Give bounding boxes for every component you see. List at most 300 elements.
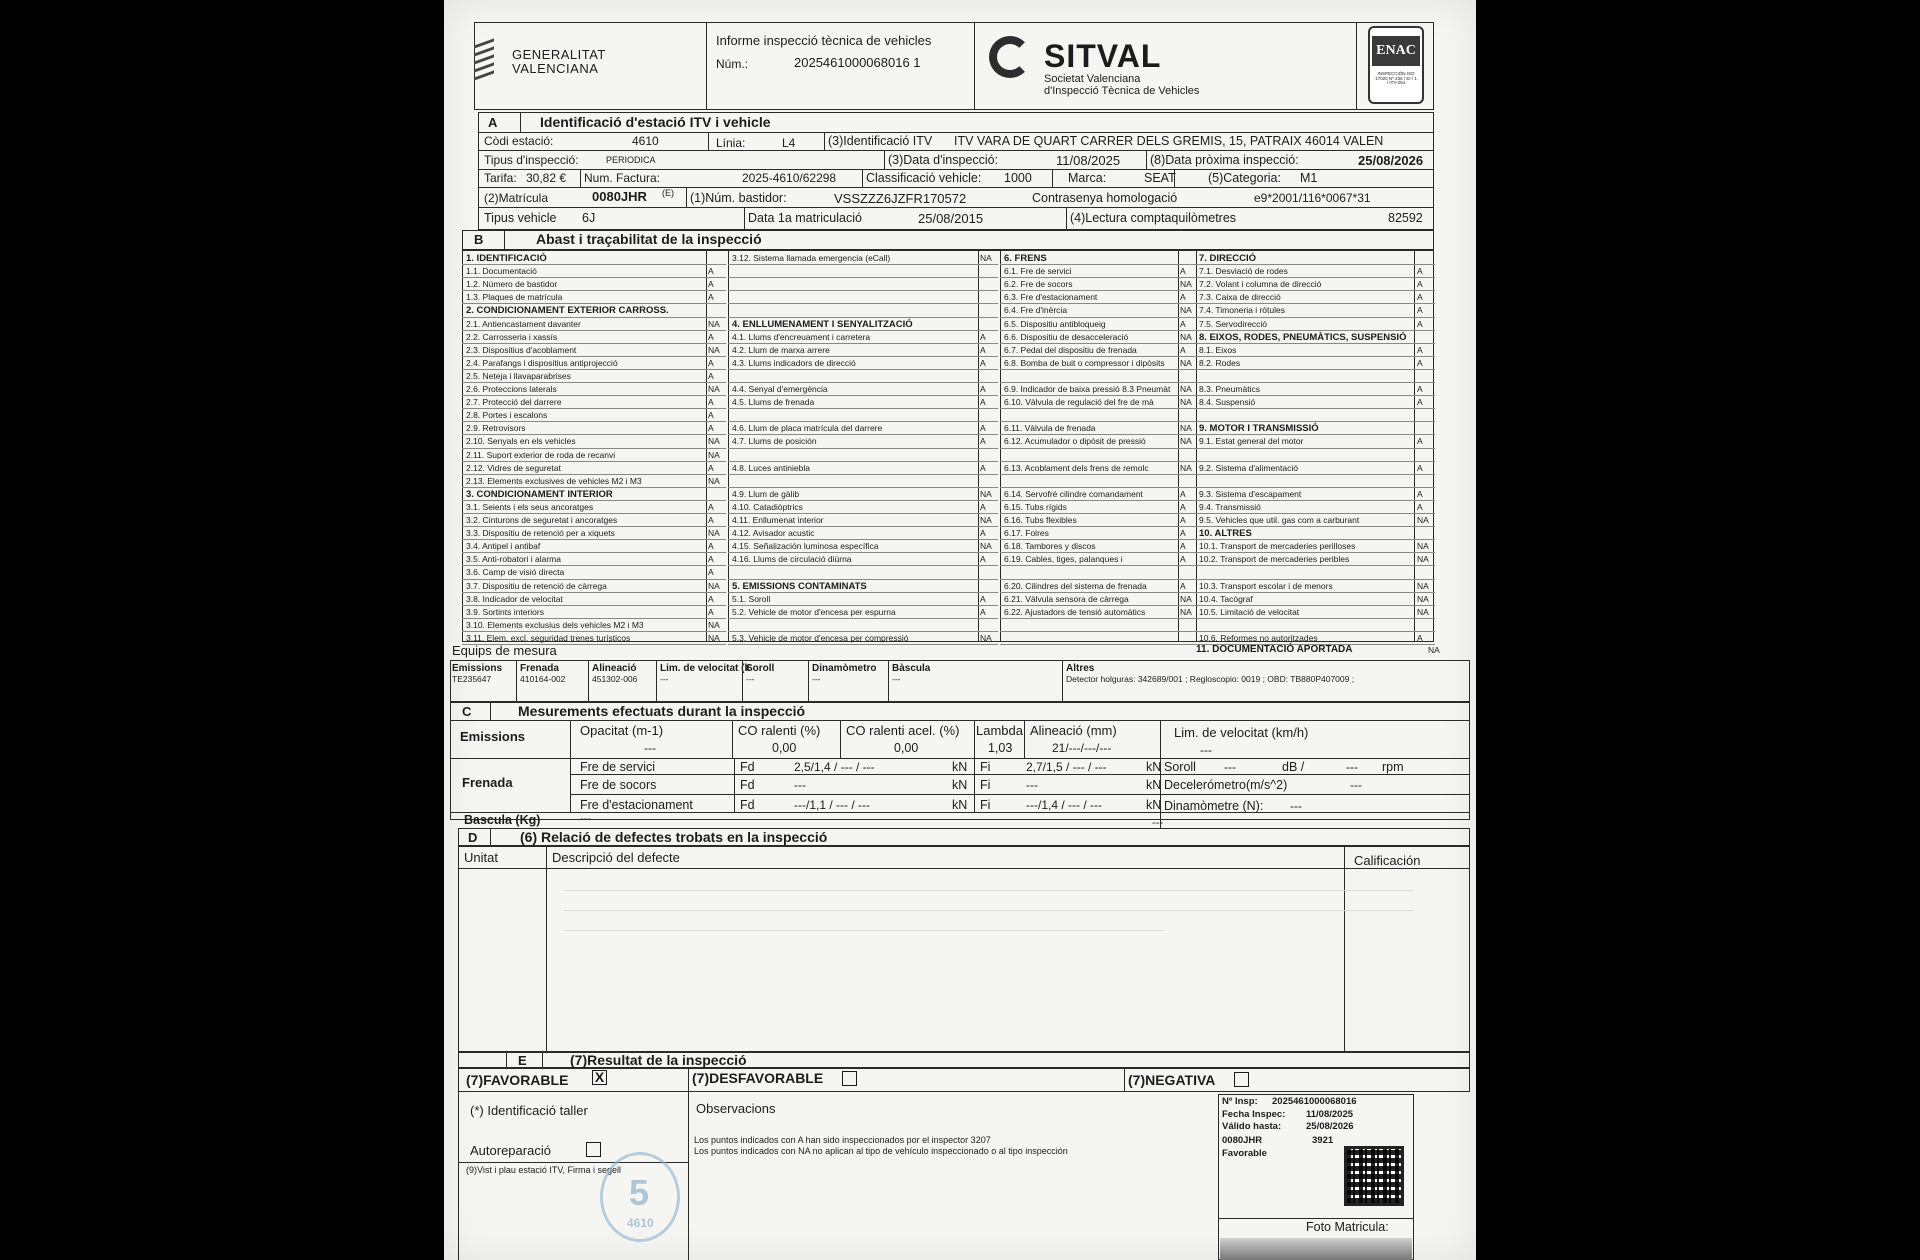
checklist-item-result: A bbox=[980, 462, 986, 473]
equipment-divider bbox=[516, 660, 517, 702]
checklist-row-line bbox=[462, 434, 726, 435]
equipment-divider bbox=[588, 660, 589, 702]
section-b-title: Abast i traçabilitat de la inspecció bbox=[536, 231, 762, 247]
sitval-subtitle-2: d'Inspecció Tècnica de Vehicles bbox=[1044, 85, 1200, 97]
speed-limit-label: Lim. de velocitat (km/h) bbox=[1174, 725, 1309, 740]
sticker-date-label: Fecha Inspec: bbox=[1222, 1109, 1286, 1120]
brake-fd-unit: kN bbox=[952, 760, 968, 774]
checklist-item-label: 6.10. Vàlvula de regulació del fre de mà bbox=[1004, 397, 1154, 408]
section-b-letter: B bbox=[474, 232, 484, 247]
checklist-row-line bbox=[1000, 474, 1198, 475]
checklist-item-result: A bbox=[708, 279, 714, 290]
equipment-divider bbox=[656, 660, 657, 702]
generalitat-name-line1: GENERALITAT bbox=[512, 47, 606, 62]
checklist-row-line bbox=[728, 277, 998, 278]
checklist-row-line bbox=[462, 618, 726, 619]
checklist-row-line bbox=[728, 395, 998, 396]
noise-db: --- bbox=[1224, 760, 1236, 774]
brake-fi-unit: kN bbox=[1146, 798, 1162, 812]
checklist-row-line bbox=[728, 552, 998, 553]
checklist-row-line bbox=[728, 500, 998, 501]
checklist-row-line bbox=[728, 605, 998, 606]
checklist-item-label: 6.3. Fre d'estacionament bbox=[1004, 292, 1098, 303]
fee-label: Tarifa: bbox=[484, 171, 517, 185]
checklist-item-label: 7.2. Volant i columna de direcció bbox=[1199, 279, 1322, 290]
checklist-row-line bbox=[728, 513, 998, 514]
registration-date-label: Data 1a matriculació bbox=[748, 211, 862, 225]
other-equipment-label: Altres bbox=[1066, 663, 1095, 674]
brake-type-label: Fre d'estacionament bbox=[580, 798, 693, 812]
brake-fi-value: ---/1,4 / --- / --- bbox=[1026, 798, 1102, 812]
checklist-row-line bbox=[1195, 513, 1435, 514]
checklist-item-result: A bbox=[1417, 318, 1423, 329]
checklist-item-label: 4.11. Enllumenat interior bbox=[732, 515, 824, 525]
checklist-item-result: A bbox=[980, 501, 986, 512]
itv-label: (3)Identificació ITV bbox=[828, 134, 933, 148]
checklist-item-result: A bbox=[1180, 266, 1186, 277]
checklist-item-label: 6.14. Servofré cilindre comandament bbox=[1004, 488, 1143, 499]
checklist-item-result: NA bbox=[1180, 384, 1192, 394]
signature-label: (9)Vist i plau estació ITV, Firma i segell bbox=[466, 1165, 622, 1175]
checklist-row-line bbox=[1000, 552, 1198, 553]
category: M1 bbox=[1300, 171, 1318, 185]
checklist-item-result: A bbox=[708, 515, 714, 525]
checklist-row-line bbox=[1195, 343, 1435, 344]
checklist-item-label: 5.3. Vehicle de motor d'encesa per compressió bbox=[732, 632, 909, 643]
checklist-item-label: 1.1. Documentació bbox=[466, 266, 537, 277]
checklist-item-result: A bbox=[1417, 279, 1423, 290]
checklist-row-line bbox=[1195, 264, 1435, 265]
sticker-date: 11/08/2025 bbox=[1306, 1109, 1354, 1120]
checklist-row-line bbox=[728, 382, 998, 383]
sitval-logo-icon bbox=[989, 36, 1031, 78]
next-inspection-date: 25/08/2026 bbox=[1358, 153, 1424, 168]
checklist-item-label: 2.4. Parafangs i dispositius antiprojecció bbox=[466, 357, 618, 368]
checklist-item-label: 6.20. Cilindres del sistema de frenada bbox=[1004, 580, 1147, 591]
checklist-item-label: 2.9. Retrovisors bbox=[466, 423, 526, 434]
equipment-id: 451302-006 bbox=[592, 674, 638, 684]
checklist-row-line bbox=[728, 356, 998, 357]
equipment-id: --- bbox=[812, 674, 821, 684]
emissions-label: Emissions bbox=[460, 729, 526, 744]
checklist-row-line bbox=[1000, 421, 1198, 422]
checklist-item-label: 4.8. Luces antiniebla bbox=[732, 462, 810, 473]
checklist-row-line bbox=[1195, 618, 1435, 619]
checklist-row-line bbox=[1195, 448, 1435, 449]
checklist-section-heading: 9. MOTOR I TRANSMISSIÓ bbox=[1199, 423, 1319, 435]
checklist-item-label: 3.8. Indicador de velocitat bbox=[466, 593, 563, 604]
checklist-item-label: 3.5. Anti-robatori i alarma bbox=[466, 554, 561, 565]
checklist-row-line bbox=[1195, 290, 1435, 291]
sticker-valid-date: 25/08/2026 bbox=[1306, 1121, 1354, 1132]
checklist-item-result: NA bbox=[1180, 305, 1192, 316]
odometer-label: (4)Lectura comptaquilòmetres bbox=[1070, 211, 1237, 225]
checklist-item-label: 6.22. Ajustadors de tensió automàtics bbox=[1004, 606, 1146, 617]
checklist-item-label: 3.4. Antipel i antibaf bbox=[466, 541, 541, 552]
checklist-row-line bbox=[1000, 448, 1198, 449]
checklist-row-line bbox=[1000, 526, 1198, 527]
checklist-item-result: A bbox=[980, 384, 986, 394]
checklist-row-line bbox=[462, 369, 726, 370]
checklist-row-line bbox=[462, 644, 726, 645]
checklist-item-label: 3.10. Elements exclusius dels vehicles M2 i M3 bbox=[466, 619, 644, 630]
checklist-item-result: A bbox=[708, 410, 714, 421]
sticker-valid-label: Válido hasta: bbox=[1222, 1121, 1282, 1132]
report-title: Informe inspecció tècnica de vehicles bbox=[716, 33, 932, 48]
checklist-item-label: 2.3. Dispositius d'acoblament bbox=[466, 344, 577, 355]
checklist-item-label: 7.4. Timoneria i ròtules bbox=[1199, 305, 1285, 316]
station-code-label: Còdi estació: bbox=[484, 134, 554, 148]
checklist-item-result: NA bbox=[1180, 462, 1192, 473]
checklist-row-line bbox=[728, 618, 998, 619]
checklist-row-line bbox=[1000, 317, 1198, 318]
equipment-id: --- bbox=[746, 674, 755, 684]
checklist-row-line bbox=[1000, 500, 1198, 501]
checklist-item-result: NA bbox=[708, 619, 720, 630]
description-column-header: Descripció del defecte bbox=[552, 850, 680, 865]
checklist-row-line bbox=[462, 579, 726, 580]
checklist-item-result: A bbox=[980, 528, 986, 539]
plate-photo-label: Foto Matricula: bbox=[1306, 1220, 1389, 1234]
checklist-row-line bbox=[1195, 565, 1435, 566]
dynamometer-label: Dinamòmetre (N): bbox=[1164, 799, 1264, 813]
brake-type-label: Fre de socors bbox=[580, 778, 657, 792]
checklist-item-label: 4.4. Senyal d'emergència bbox=[732, 384, 828, 394]
checklist-row-line bbox=[1195, 579, 1435, 580]
checklist-item-result: NA bbox=[1180, 397, 1192, 408]
checklist-item-result: A bbox=[708, 606, 714, 617]
checklist-row-line bbox=[1000, 382, 1198, 383]
checklist-item-result: A bbox=[1417, 357, 1423, 368]
checklist-item-result: A bbox=[1180, 344, 1186, 355]
checklist-item-result: A bbox=[1417, 305, 1423, 316]
checklist-item-label: 2.1. Antiencastament davanter bbox=[466, 318, 581, 329]
checklist-item-label: 9.2. Sistema d'alimentació bbox=[1199, 462, 1298, 473]
favorable-label: (7)FAVORABLE bbox=[466, 1072, 569, 1088]
fee: 30,82 € bbox=[526, 171, 567, 185]
checklist-item-label: 6.12. Acumulador o dipòsit de pressió bbox=[1004, 436, 1146, 447]
scale-label: Bascula (Kg) bbox=[464, 813, 541, 827]
checklist-item-result: A bbox=[1180, 554, 1186, 565]
checklist-row-line bbox=[462, 461, 726, 462]
checklist-row-line bbox=[728, 343, 998, 344]
checklist-item-label: 4.15. Señalización luminosa específica bbox=[732, 541, 879, 552]
checklist-item-result: A bbox=[980, 606, 986, 617]
checklist-row-line bbox=[1000, 592, 1198, 593]
checklist-item-label: 9.5. Vehicles que util. gas com a carburant bbox=[1199, 515, 1360, 525]
checklist-row-line bbox=[462, 526, 726, 527]
checklist-item-label: 9.3. Sistema d'escapament bbox=[1199, 488, 1302, 499]
checklist-item-label: 2.11. Suport exterior de roda de recanvi bbox=[466, 449, 616, 460]
invoice-label: Num. Factura: bbox=[584, 171, 661, 185]
report-number-label: Núm.: bbox=[716, 57, 749, 71]
checklist-item-result: NA bbox=[1417, 606, 1429, 617]
unfavorable-checkbox[interactable] bbox=[842, 1071, 857, 1086]
lambda-label: Lambda bbox=[976, 723, 1023, 738]
checklist-row-line bbox=[462, 513, 726, 514]
section-c-letter: C bbox=[462, 704, 472, 719]
equipment-name: Emissions bbox=[452, 663, 503, 674]
sticker-plate: 0080JHR bbox=[1222, 1135, 1263, 1146]
checklist-row-line bbox=[1000, 487, 1198, 488]
homologation-label: Contrasenya homologació bbox=[1032, 191, 1178, 205]
checklist-item-label: 4.12. Avisador acustic bbox=[732, 528, 815, 539]
checklist-item-label: 3.1. Seients i els seus ancoratges bbox=[466, 501, 594, 512]
brake-fi-label: Fi bbox=[980, 778, 991, 792]
checklist-section-heading: 7. DIRECCIÓ bbox=[1199, 253, 1257, 264]
checklist-row-line bbox=[728, 369, 998, 370]
checklist-item-label: 3.7. Dispositiu de retenció de càrrega bbox=[466, 580, 607, 591]
section-c-title: Mesurements efectuats durant la inspecció bbox=[518, 703, 806, 719]
checklist-item-label: 2.7. Protecció del darrere bbox=[466, 397, 562, 408]
sitval-name: SITVAL bbox=[1044, 38, 1162, 74]
checklist-row-line bbox=[462, 487, 726, 488]
checklist-item-result: NA bbox=[708, 528, 720, 539]
co-accel-label: CO ralenti acel. (%) bbox=[846, 723, 960, 738]
checklist-row-line bbox=[1195, 592, 1435, 593]
checklist-item-label: 6.19. Cables, tiges, palanques i bbox=[1004, 554, 1123, 565]
vin-label: (1)Núm. bastidor: bbox=[690, 191, 787, 205]
workshop-label: (*) Identificació taller bbox=[470, 1103, 588, 1118]
checklist-row-line bbox=[1195, 434, 1435, 435]
braking-label: Frenada bbox=[462, 775, 513, 790]
checklist-row-line bbox=[462, 382, 726, 383]
checklist-row-line bbox=[462, 303, 726, 304]
checklist-item-label: 8.2. Rodes bbox=[1199, 357, 1241, 368]
checklist-item-label: 6.13. Acoblament dels frens de remolc bbox=[1004, 462, 1149, 473]
checklist-item-label: 7.1. Desviació de rodes bbox=[1199, 266, 1288, 277]
checklist-row-line bbox=[462, 539, 726, 540]
plate-number: 0080JHR bbox=[592, 189, 647, 204]
checklist-row-line bbox=[1195, 644, 1435, 645]
brake-fi-unit: kN bbox=[1146, 760, 1162, 774]
enac-label: ENAC bbox=[1372, 36, 1420, 66]
lambda: 1,03 bbox=[988, 741, 1013, 755]
checklist-row-line bbox=[1195, 526, 1435, 527]
checklist-item-result: A bbox=[1417, 501, 1423, 512]
checklist-item-result: A bbox=[980, 331, 986, 342]
checklist-item-result: NA bbox=[708, 318, 720, 329]
scale-value: --- bbox=[580, 813, 591, 825]
checklist-item-label: 2.2. Carrosseria i xassís bbox=[466, 331, 558, 342]
checklist-row-line bbox=[728, 579, 998, 580]
inspection-date: 11/08/2025 bbox=[1056, 153, 1121, 168]
documentation-value: NA bbox=[1428, 645, 1440, 655]
checklist-item-result: A bbox=[708, 397, 714, 408]
checklist-row-line bbox=[462, 565, 726, 566]
brand-label: Marca: bbox=[1068, 171, 1107, 185]
checklist-row-line bbox=[728, 592, 998, 593]
checklist-item-label: 2.8. Portes i escalons bbox=[466, 410, 548, 421]
checklist-row-line bbox=[1195, 631, 1435, 632]
rating-column-header: Calificación bbox=[1354, 853, 1421, 868]
sticker-number-label: Nº Insp: bbox=[1222, 1096, 1258, 1107]
checklist-item-result: A bbox=[708, 370, 714, 381]
checklist-section-heading: 2. CONDICIONAMENT EXTERIOR CARROSS. bbox=[466, 305, 669, 317]
checklist-item-label: 6.4. Fre d'inèrcia bbox=[1004, 305, 1068, 316]
checklist-row-line bbox=[462, 552, 726, 553]
equipment-name: Frenada bbox=[520, 663, 559, 674]
checklist-item-result: A bbox=[1417, 436, 1423, 447]
checklist-row-line bbox=[728, 408, 998, 409]
checklist-item-result: A bbox=[708, 501, 714, 512]
negative-checkbox[interactable] bbox=[1234, 1072, 1249, 1087]
noise-label: Soroll bbox=[1164, 760, 1196, 774]
checklist-item-label: 10.4. Tacògraf bbox=[1199, 593, 1253, 604]
section-e-letter: E bbox=[518, 1053, 527, 1068]
checklist-row-line bbox=[462, 356, 726, 357]
checklist-row-line bbox=[728, 303, 998, 304]
homologation: e9*2001/116*0067*31 bbox=[1254, 191, 1371, 205]
checklist-item-label: 4.9. Llum de gàlib bbox=[732, 488, 800, 499]
checklist-item-result: A bbox=[1417, 384, 1423, 394]
checklist-item-label: 2.5. Neteja i llavaparabrises bbox=[466, 370, 571, 381]
checklist-item-result: A bbox=[1417, 266, 1423, 277]
checklist-row-line bbox=[1195, 500, 1435, 501]
checklist-item-label: 7.3. Caixa de direcció bbox=[1199, 292, 1281, 303]
checklist-item-result: NA bbox=[980, 632, 992, 643]
checklist-row-line bbox=[462, 290, 726, 291]
checklist-row-line bbox=[1000, 644, 1198, 645]
checklist-item-result: A bbox=[1180, 580, 1186, 591]
checklist-item-label: 8.4. Suspensió bbox=[1199, 397, 1256, 408]
checklist-section-heading: 4. ENLLUMENAMENT I SENYALITZACIÓ bbox=[732, 318, 913, 330]
checklist-item-result: A bbox=[708, 266, 714, 277]
checklist-item-result: NA bbox=[708, 632, 720, 643]
generalitat-logo-icon bbox=[474, 38, 494, 84]
checklist-row-line bbox=[1000, 369, 1198, 370]
line-label: Línia: bbox=[716, 136, 746, 150]
observations-label: Observacions bbox=[696, 1101, 776, 1116]
checklist-row-line bbox=[1000, 434, 1198, 435]
checklist-item-label: 6.15. Tubs rígids bbox=[1004, 501, 1067, 512]
checklist-item-result: A bbox=[1180, 488, 1186, 499]
checklist-item-label: 3.2. Cinturons de seguretat i ancoratges bbox=[466, 515, 618, 525]
checklist-row-line bbox=[1000, 395, 1198, 396]
equipment-divider bbox=[742, 660, 743, 702]
checklist-item-label: 2.13. Elements exclusives de vehicles M2 i M3 bbox=[466, 475, 642, 486]
checklist-item-label: 6.17. Folres bbox=[1004, 528, 1049, 539]
brake-fd-label: Fd bbox=[740, 798, 755, 812]
checklist-item-result: A bbox=[1180, 515, 1186, 525]
brake-fi-unit: kN bbox=[1146, 778, 1162, 792]
self-repair-checkbox[interactable] bbox=[586, 1142, 601, 1157]
checklist-row-line bbox=[1000, 565, 1198, 566]
checklist-item-result: A bbox=[1180, 318, 1186, 329]
equipment-id: --- bbox=[660, 674, 669, 684]
checklist-row-line bbox=[1000, 513, 1198, 514]
checklist-row-line bbox=[462, 605, 726, 606]
checklist-item-result: NA bbox=[1417, 580, 1429, 591]
checklist-row-line bbox=[1195, 330, 1435, 331]
equipment-id: --- bbox=[892, 674, 901, 684]
checklist-item-label: 4.16. Llums de circulació diürna bbox=[732, 554, 852, 565]
header-box bbox=[474, 22, 1434, 110]
checklist-item-label: 2.12. Vidres de seguretat bbox=[466, 462, 561, 473]
section-a-title: Identificació d'estació ITV i vehicle bbox=[540, 114, 771, 130]
unit-column-header: Unitat bbox=[464, 850, 498, 865]
equipment-name: Alineació bbox=[592, 663, 637, 674]
checklist-item-result: NA bbox=[708, 475, 720, 486]
brake-fd-label: Fd bbox=[740, 760, 755, 774]
checklist-row-line bbox=[1195, 539, 1435, 540]
vehicle-type: 6J bbox=[582, 211, 596, 225]
brake-type-label: Fre de servici bbox=[580, 760, 656, 774]
checklist-item-label: 3.11. Elem. excl. seguridad trenes turísticos bbox=[466, 632, 631, 643]
checklist-item-label: 6.2. Fre de socors bbox=[1004, 279, 1073, 290]
opacity-label: Opacitat (m-1) bbox=[580, 723, 664, 738]
checklist-item-label: 10.3. Transport escolar i de menors bbox=[1199, 580, 1333, 591]
other-equipment: Detector holguras: 342689/001 ; Regloscopio: 0019 ; OBD: TB880P407009 ; bbox=[1066, 674, 1355, 684]
checklist-item-label: 10.2. Transport de mercaderies peribles bbox=[1199, 554, 1350, 565]
brake-fd-value: ---/1,1 / --- / --- bbox=[794, 798, 870, 812]
checklist-row-line bbox=[1195, 408, 1435, 409]
checklist-row-line bbox=[462, 592, 726, 593]
equipment-name: Bàscula bbox=[892, 663, 931, 674]
stamp-number: 5 bbox=[629, 1172, 650, 1213]
checklist-item-label: 4.3. Llums indicadors de direcció bbox=[732, 357, 856, 368]
checklist-item-label: 6.9. Indicador de baixa pressió 8.3 Pneumàt bbox=[1004, 384, 1171, 394]
checklist-item-label: 6.5. Dispositiu antibloqueig bbox=[1004, 318, 1106, 329]
checklist-item-result: A bbox=[980, 423, 986, 434]
vehicle-type-label: Tipus vehicle bbox=[484, 211, 557, 225]
checklist-row-line bbox=[1195, 474, 1435, 475]
checklist-item-label: 2.10. Senyals en els vehicles bbox=[466, 436, 576, 447]
brand: SEAT bbox=[1144, 171, 1176, 185]
checklist-item-result: NA bbox=[980, 253, 992, 263]
checklist-section-heading: 5. EMISSIONS CONTAMINATS bbox=[732, 580, 867, 592]
equipment-label: Equips de mesura bbox=[452, 643, 557, 658]
checklist-row-line bbox=[1000, 618, 1198, 619]
qr-code-icon bbox=[1344, 1146, 1404, 1206]
checklist-item-label: 6.8. Bomba de buit o compressor i dipòsits bbox=[1004, 357, 1165, 368]
checklist-row-line bbox=[462, 317, 726, 318]
checklist-item-result: NA bbox=[1417, 554, 1429, 565]
checklist-section-heading: 6. FRENS bbox=[1004, 253, 1047, 264]
noise-rpm-unit: rpm bbox=[1382, 760, 1404, 774]
checklist-row-line bbox=[728, 264, 998, 265]
equipment-divider bbox=[808, 660, 809, 702]
checklist-item-result: NA bbox=[1180, 331, 1192, 342]
checklist-item-result: NA bbox=[1180, 606, 1192, 617]
vehicle-classification: 1000 bbox=[1004, 171, 1032, 185]
checklist-row-line bbox=[462, 408, 726, 409]
checklist-row-line bbox=[1195, 356, 1435, 357]
scale-value-2: --- bbox=[1152, 817, 1163, 829]
decelerometer-label: Decelerómetro(m/s^2) bbox=[1164, 778, 1288, 792]
checklist-item-label: 4.10. Catadiòptrics bbox=[732, 501, 803, 512]
report-number: 2025461000068016 1 bbox=[794, 55, 921, 70]
checklist-section-heading: 10. ALTRES bbox=[1199, 528, 1252, 540]
equipment-divider bbox=[1062, 660, 1063, 702]
checklist-row-line bbox=[728, 290, 998, 291]
checklist-item-label: 8.1. Eixos bbox=[1199, 344, 1237, 355]
checklist-row-line bbox=[462, 421, 726, 422]
checklist-item-result: A bbox=[1417, 344, 1423, 355]
checklist-item-label: 6.21. Vàlvula sensora de càrrega bbox=[1004, 593, 1129, 604]
favorable-checkbox[interactable]: X bbox=[592, 1070, 607, 1085]
defects-table bbox=[458, 846, 1470, 1052]
checklist-row-line bbox=[1000, 579, 1198, 580]
checklist-item-result: NA bbox=[1180, 423, 1192, 434]
checklist-item-result: A bbox=[1417, 292, 1423, 303]
checklist-item-result: NA bbox=[708, 580, 720, 591]
line-value: L4 bbox=[782, 136, 796, 150]
section-d-letter: D bbox=[468, 830, 478, 845]
checklist-item-label: 3.3. Dispositiu de retenció per a xiquets bbox=[466, 528, 615, 539]
equipment-name: Soroll bbox=[746, 663, 775, 674]
enac-subtitle: INSPECCIÓN ISO 17020 Nº 236 / EI / 1 / ITV-254 bbox=[1375, 71, 1417, 85]
